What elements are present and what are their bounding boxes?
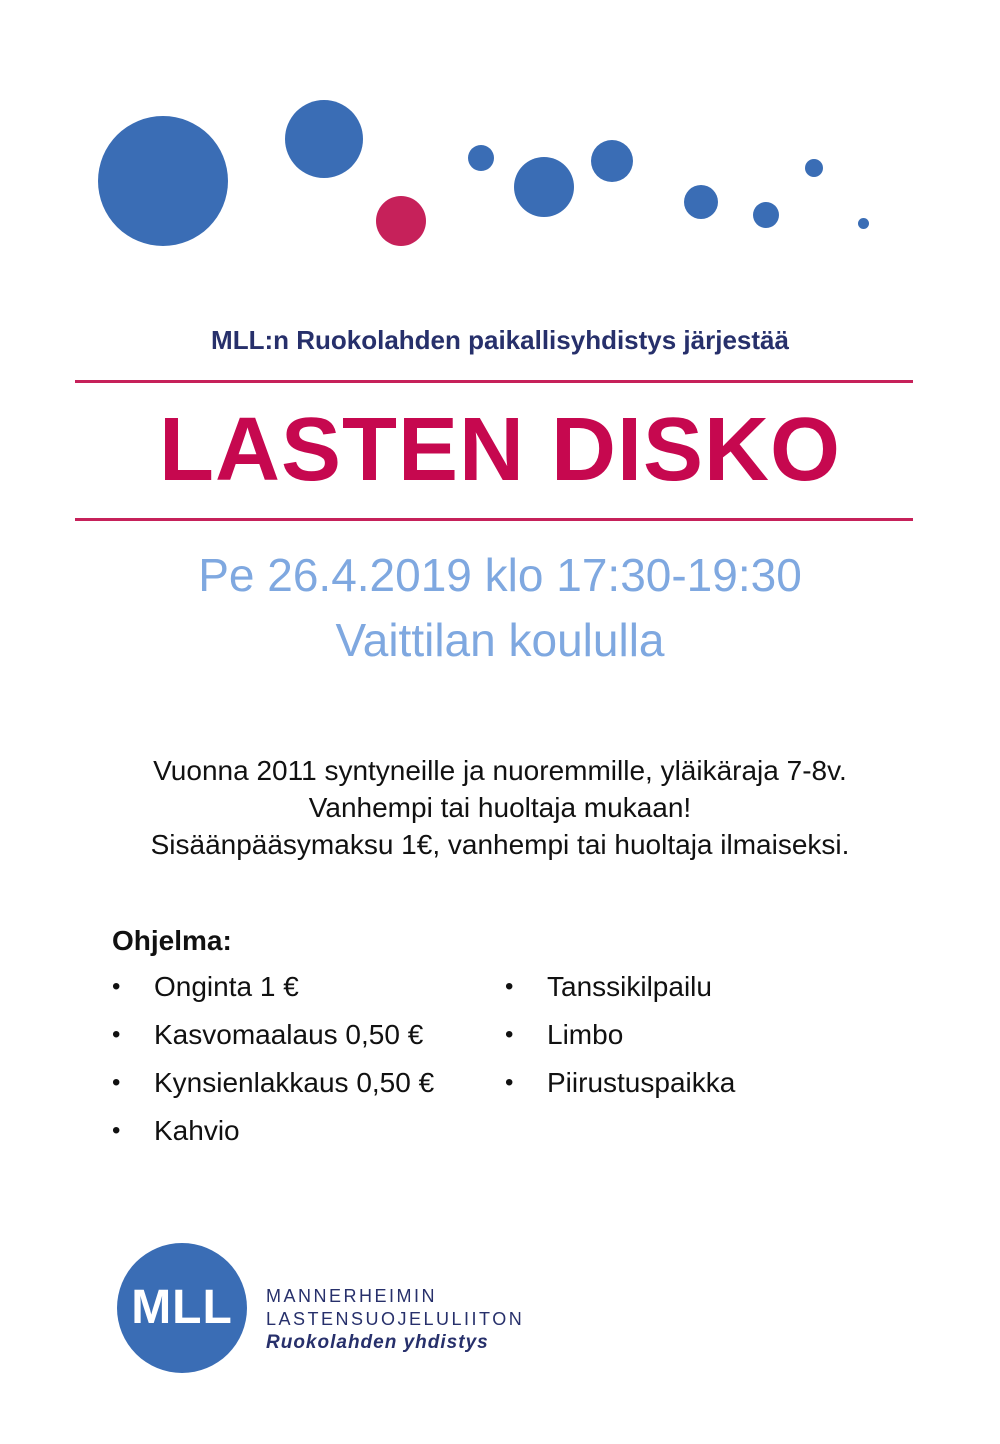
mll-logo-text bbox=[266, 1285, 524, 1355]
list-item bbox=[505, 1015, 735, 1063]
logo-line-3: Ruokolahden yhdistys bbox=[266, 1332, 489, 1353]
list-item-label: Tanssikilpailu bbox=[547, 971, 712, 1002]
bullet-icon: • bbox=[112, 973, 121, 1000]
organizer-line: MLL:n Ruokolahden paikallisyhdistys järjestää bbox=[211, 325, 789, 355]
info-block bbox=[0, 752, 1000, 863]
dot bbox=[858, 218, 869, 229]
list-item-label: Limbo bbox=[547, 1019, 624, 1050]
logo-line-1: MANNERHEIMIN bbox=[266, 1286, 438, 1306]
dot bbox=[285, 100, 363, 178]
program-list-left bbox=[112, 967, 434, 1159]
list-item bbox=[112, 1111, 434, 1159]
list-item-label: Onginta 1 € bbox=[154, 971, 299, 1002]
dot bbox=[468, 145, 494, 171]
program-heading: Ohjelma: bbox=[112, 925, 232, 956]
bullet-icon: • bbox=[505, 1021, 514, 1048]
top-divider bbox=[75, 380, 913, 383]
list-item bbox=[112, 1015, 434, 1063]
info-line-age: Vuonna 2011 syntyneille ja nuoremmille, yläikäraja 7-8v. bbox=[153, 755, 847, 786]
bullet-icon: • bbox=[112, 1069, 121, 1096]
dot bbox=[684, 185, 718, 219]
bullet-icon: • bbox=[505, 973, 514, 1000]
dot bbox=[591, 140, 633, 182]
bullet-icon: • bbox=[112, 1021, 121, 1048]
bullet-icon: • bbox=[505, 1069, 514, 1096]
dot bbox=[514, 157, 574, 217]
dot bbox=[753, 202, 779, 228]
list-item bbox=[505, 1063, 735, 1111]
mll-logo-mark: MLL bbox=[117, 1243, 247, 1373]
event-venue: Vaittilan koululla bbox=[335, 614, 665, 666]
dot-pink bbox=[376, 196, 426, 246]
list-item bbox=[112, 1063, 434, 1111]
program-list-right bbox=[505, 967, 735, 1111]
event-title: LASTEN DISKO bbox=[158, 400, 842, 500]
dot-large bbox=[98, 116, 228, 246]
list-item-label: Kynsienlakkaus 0,50 € bbox=[154, 1067, 435, 1098]
info-line-fee: Sisäänpääsymaksu 1€, vanhempi tai huoltaja ilmaiseksi. bbox=[150, 829, 850, 860]
info-line-guardian: Vanhempi tai huoltaja mukaan! bbox=[308, 792, 692, 823]
bottom-divider bbox=[75, 518, 913, 521]
list-item-label: Piirustuspaikka bbox=[547, 1067, 736, 1098]
list-item-label: Kasvomaalaus 0,50 € bbox=[154, 1019, 424, 1050]
bullet-icon: • bbox=[112, 1117, 121, 1144]
list-item bbox=[505, 967, 735, 1015]
dot bbox=[805, 159, 823, 177]
list-item-label: Kahvio bbox=[154, 1115, 240, 1146]
event-datetime: Pe 26.4.2019 klo 17:30-19:30 bbox=[198, 549, 802, 601]
logo-line-2: LASTENSUOJELULIITON bbox=[266, 1309, 525, 1329]
list-item bbox=[112, 967, 434, 1015]
